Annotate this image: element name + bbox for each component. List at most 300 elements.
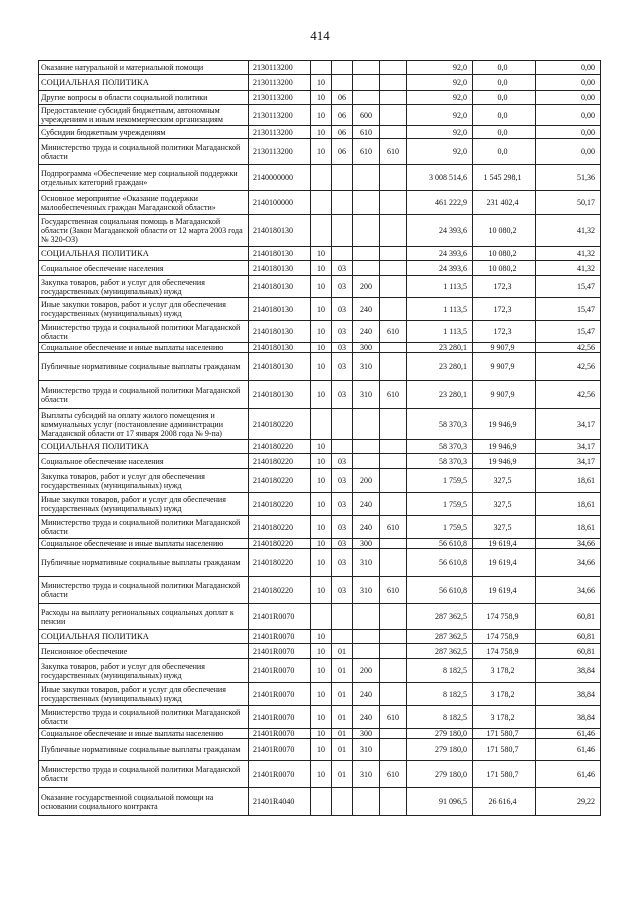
row-subsection-cell: [332, 191, 353, 215]
row-subsection-cell: [332, 215, 353, 247]
row-planned-amount-cell: 287 362,5: [407, 644, 473, 659]
row-expense-type-cell: 200: [353, 659, 380, 683]
row-subsection-cell: 03: [332, 454, 353, 469]
row-expense-type-cell: 200: [353, 276, 380, 298]
row-expense-type-cell: [353, 191, 380, 215]
row-ministry-code-cell: [380, 126, 407, 139]
row-executed-amount-cell: 3 178,2: [473, 706, 536, 729]
row-percent-cell: 15,47: [536, 321, 601, 343]
row-name-cell: Публичные нормативные социальные выплаты гражданам: [39, 739, 249, 761]
row-planned-amount-cell: 8 182,5: [407, 706, 473, 729]
row-planned-amount-cell: 1 113,5: [407, 321, 473, 343]
table-row: [39, 165, 601, 191]
row-executed-amount-cell: 172,3: [473, 321, 536, 343]
row-name-cell: Министерство труда и социальной политики Магаданской области: [39, 577, 249, 604]
row-percent-cell: 51,36: [536, 165, 601, 191]
row-subsection-cell: 03: [332, 381, 353, 409]
row-executed-amount-cell: 1 545 298,1: [473, 165, 536, 191]
row-subsection-cell: [332, 61, 353, 75]
row-name-cell: СОЦИАЛЬНАЯ ПОЛИТИКА: [39, 75, 249, 91]
row-ministry-code-cell: [380, 729, 407, 739]
row-planned-amount-cell: 92,0: [407, 61, 473, 75]
row-expense-type-cell: 310: [353, 577, 380, 604]
row-ministry-code-cell: 610: [380, 321, 407, 343]
row-percent-cell: 38,84: [536, 683, 601, 706]
table-row: [39, 353, 601, 381]
row-percent-cell: 41,32: [536, 261, 601, 276]
row-section-cell: 10: [311, 139, 332, 165]
row-ministry-code-cell: 610: [380, 577, 407, 604]
table-body: [39, 61, 601, 816]
row-expense-type-cell: [353, 61, 380, 75]
row-name-cell: Основное мероприятие «Оказание поддержки малообеспеченных граждан Магаданской области»: [39, 191, 249, 215]
row-planned-amount-cell: 92,0: [407, 75, 473, 91]
row-code-cell: 2140180220: [249, 577, 311, 604]
row-expense-type-cell: 240: [353, 298, 380, 321]
row-planned-amount-cell: 287 362,5: [407, 630, 473, 644]
row-ministry-code-cell: 610: [380, 516, 407, 539]
row-code-cell: 21401R0070: [249, 659, 311, 683]
row-code-cell: 2140000000: [249, 165, 311, 191]
row-executed-amount-cell: 171 580,7: [473, 729, 536, 739]
row-section-cell: 10: [311, 549, 332, 577]
row-code-cell: 21401R0070: [249, 683, 311, 706]
row-subsection-cell: 03: [332, 549, 353, 577]
row-planned-amount-cell: 58 370,3: [407, 454, 473, 469]
row-ministry-code-cell: [380, 261, 407, 276]
row-code-cell: 2130113200: [249, 75, 311, 91]
row-code-cell: 2140180130: [249, 321, 311, 343]
row-executed-amount-cell: 10 080,2: [473, 247, 536, 261]
row-ministry-code-cell: [380, 75, 407, 91]
row-name-cell: Закупка товаров, работ и услуг для обеспечения государственных (муниципальных) нужд: [39, 469, 249, 493]
row-percent-cell: 61,46: [536, 761, 601, 788]
table-row: [39, 61, 601, 75]
row-percent-cell: 61,46: [536, 739, 601, 761]
row-subsection-cell: 03: [332, 353, 353, 381]
row-percent-cell: 15,47: [536, 298, 601, 321]
table-row: [39, 105, 601, 126]
table-row: [39, 739, 601, 761]
row-percent-cell: 18,61: [536, 493, 601, 516]
row-planned-amount-cell: 1 759,5: [407, 516, 473, 539]
row-ministry-code-cell: [380, 683, 407, 706]
row-planned-amount-cell: 287 362,5: [407, 604, 473, 630]
table-row: [39, 761, 601, 788]
row-percent-cell: 42,56: [536, 353, 601, 381]
row-executed-amount-cell: 172,3: [473, 298, 536, 321]
table-row: [39, 75, 601, 91]
row-section-cell: 10: [311, 91, 332, 105]
row-expense-type-cell: 310: [353, 739, 380, 761]
row-expense-type-cell: 300: [353, 343, 380, 353]
row-planned-amount-cell: 1 113,5: [407, 276, 473, 298]
row-planned-amount-cell: 91 096,5: [407, 788, 473, 816]
row-percent-cell: 60,81: [536, 630, 601, 644]
row-percent-cell: 0,00: [536, 126, 601, 139]
row-code-cell: 21401R0070: [249, 630, 311, 644]
row-name-cell: Оказание государственной социальной помощи на основании социального контракта: [39, 788, 249, 816]
row-section-cell: [311, 409, 332, 440]
row-section-cell: 10: [311, 659, 332, 683]
row-code-cell: 21401R4040: [249, 788, 311, 816]
row-code-cell: 2130113200: [249, 126, 311, 139]
row-executed-amount-cell: 10 080,2: [473, 215, 536, 247]
row-section-cell: [311, 215, 332, 247]
row-name-cell: Публичные нормативные социальные выплаты гражданам: [39, 353, 249, 381]
row-expense-type-cell: 310: [353, 353, 380, 381]
row-name-cell: Министерство труда и социальной политики Магаданской области: [39, 516, 249, 539]
row-subsection-cell: 03: [332, 493, 353, 516]
row-executed-amount-cell: 19 946,9: [473, 409, 536, 440]
row-code-cell: 2140180220: [249, 469, 311, 493]
row-name-cell: Иные закупки товаров, работ и услуг для обеспечения государственных (муниципальных) нужд: [39, 493, 249, 516]
row-name-cell: Расходы на выплату региональных социальных доплат к пенсии: [39, 604, 249, 630]
table-row: [39, 276, 601, 298]
row-expense-type-cell: 200: [353, 469, 380, 493]
row-code-cell: 2140100000: [249, 191, 311, 215]
row-percent-cell: 34,66: [536, 577, 601, 604]
row-section-cell: 10: [311, 539, 332, 549]
row-planned-amount-cell: 58 370,3: [407, 409, 473, 440]
row-percent-cell: 42,56: [536, 343, 601, 353]
row-percent-cell: 15,47: [536, 276, 601, 298]
table-row: [39, 91, 601, 105]
row-code-cell: 2140180220: [249, 409, 311, 440]
row-expense-type-cell: [353, 409, 380, 440]
row-ministry-code-cell: [380, 61, 407, 75]
row-section-cell: [311, 191, 332, 215]
row-section-cell: [311, 788, 332, 816]
row-section-cell: 10: [311, 381, 332, 409]
table-row: [39, 644, 601, 659]
row-subsection-cell: 03: [332, 577, 353, 604]
row-section-cell: 10: [311, 577, 332, 604]
row-executed-amount-cell: 0,0: [473, 75, 536, 91]
row-executed-amount-cell: 9 907,9: [473, 381, 536, 409]
row-ministry-code-cell: [380, 298, 407, 321]
row-expense-type-cell: [353, 261, 380, 276]
row-executed-amount-cell: 0,0: [473, 139, 536, 165]
row-ministry-code-cell: [380, 469, 407, 493]
row-name-cell: Министерство труда и социальной политики Магаданской области: [39, 321, 249, 343]
table-row: [39, 247, 601, 261]
row-percent-cell: 34,17: [536, 440, 601, 454]
row-executed-amount-cell: 9 907,9: [473, 353, 536, 381]
row-name-cell: Социальное обеспечение населения: [39, 454, 249, 469]
row-executed-amount-cell: 0,0: [473, 91, 536, 105]
row-subsection-cell: 01: [332, 739, 353, 761]
row-code-cell: 2140180130: [249, 298, 311, 321]
row-name-cell: Предоставление субсидий бюджетным, автономным учреждениям и иным некоммерческим организациям: [39, 105, 249, 126]
row-name-cell: Министерство труда и социальной политики Магаданской области: [39, 761, 249, 788]
table-row: [39, 659, 601, 683]
row-planned-amount-cell: 8 182,5: [407, 659, 473, 683]
row-expense-type-cell: 300: [353, 729, 380, 739]
row-planned-amount-cell: 1 759,5: [407, 493, 473, 516]
row-expense-type-cell: 600: [353, 105, 380, 126]
budget-table: [38, 60, 601, 816]
table-row: [39, 215, 601, 247]
table-row: [39, 139, 601, 165]
row-expense-type-cell: [353, 644, 380, 659]
row-subsection-cell: 03: [332, 343, 353, 353]
row-name-cell: СОЦИАЛЬНАЯ ПОЛИТИКА: [39, 247, 249, 261]
table-row: [39, 577, 601, 604]
row-ministry-code-cell: [380, 644, 407, 659]
table-row: [39, 321, 601, 343]
row-ministry-code-cell: [380, 659, 407, 683]
row-ministry-code-cell: [380, 409, 407, 440]
row-code-cell: 2140180130: [249, 343, 311, 353]
table-row: [39, 469, 601, 493]
row-name-cell: Выплаты субсидий на оплату жилого помещения и коммунальных услуг (постановление администрации Магаданской области от 17 января 2008 года № 9-па): [39, 409, 249, 440]
row-subsection-cell: 01: [332, 683, 353, 706]
row-section-cell: 10: [311, 761, 332, 788]
row-planned-amount-cell: 24 393,6: [407, 215, 473, 247]
row-executed-amount-cell: 0,0: [473, 126, 536, 139]
row-planned-amount-cell: 461 222,9: [407, 191, 473, 215]
row-section-cell: [311, 61, 332, 75]
row-code-cell: 2130113200: [249, 105, 311, 126]
row-expense-type-cell: 240: [353, 706, 380, 729]
row-percent-cell: 0,00: [536, 105, 601, 126]
row-name-cell: Подпрограмма «Обеспечение мер социальной поддержки отдельных категорий граждан»: [39, 165, 249, 191]
row-planned-amount-cell: 8 182,5: [407, 683, 473, 706]
row-name-cell: Иные закупки товаров, работ и услуг для обеспечения государственных (муниципальных) нужд: [39, 683, 249, 706]
row-name-cell: Пенсионное обеспечение: [39, 644, 249, 659]
row-executed-amount-cell: 231 402,4: [473, 191, 536, 215]
row-executed-amount-cell: 9 907,9: [473, 343, 536, 353]
row-ministry-code-cell: [380, 788, 407, 816]
row-code-cell: 2140180220: [249, 493, 311, 516]
row-section-cell: 10: [311, 469, 332, 493]
table-row: [39, 298, 601, 321]
row-executed-amount-cell: 19 619,4: [473, 539, 536, 549]
row-name-cell: Субсидии бюджетным учреждениям: [39, 126, 249, 139]
row-ministry-code-cell: [380, 454, 407, 469]
row-code-cell: 21401R0070: [249, 644, 311, 659]
row-executed-amount-cell: 19 946,9: [473, 454, 536, 469]
row-section-cell: 10: [311, 516, 332, 539]
row-planned-amount-cell: 279 180,0: [407, 729, 473, 739]
row-ministry-code-cell: 610: [380, 381, 407, 409]
row-executed-amount-cell: 26 616,4: [473, 788, 536, 816]
row-executed-amount-cell: 10 080,2: [473, 261, 536, 276]
row-code-cell: 21401R0070: [249, 739, 311, 761]
row-percent-cell: 29,22: [536, 788, 601, 816]
table-row: [39, 539, 601, 549]
table-row: [39, 454, 601, 469]
row-percent-cell: 0,00: [536, 61, 601, 75]
row-ministry-code-cell: 610: [380, 706, 407, 729]
row-name-cell: Публичные нормативные социальные выплаты гражданам: [39, 549, 249, 577]
row-executed-amount-cell: 3 178,2: [473, 659, 536, 683]
row-name-cell: Иные закупки товаров, работ и услуг для обеспечения государственных (муниципальных) нужд: [39, 298, 249, 321]
row-percent-cell: 60,81: [536, 604, 601, 630]
row-section-cell: 10: [311, 729, 332, 739]
row-code-cell: 2140180130: [249, 215, 311, 247]
table-row: [39, 706, 601, 729]
row-subsection-cell: 03: [332, 321, 353, 343]
row-expense-type-cell: [353, 440, 380, 454]
row-subsection-cell: 01: [332, 761, 353, 788]
row-name-cell: Другие вопросы в области социальной политики: [39, 91, 249, 105]
row-code-cell: 2130113200: [249, 139, 311, 165]
row-planned-amount-cell: 24 393,6: [407, 247, 473, 261]
row-percent-cell: 50,17: [536, 191, 601, 215]
row-name-cell: Министерство труда и социальной политики Магаданской области: [39, 139, 249, 165]
row-ministry-code-cell: [380, 630, 407, 644]
row-planned-amount-cell: 279 180,0: [407, 739, 473, 761]
row-percent-cell: 38,84: [536, 659, 601, 683]
row-expense-type-cell: 300: [353, 539, 380, 549]
row-code-cell: 2140180130: [249, 261, 311, 276]
row-section-cell: 10: [311, 126, 332, 139]
row-name-cell: СОЦИАЛЬНАЯ ПОЛИТИКА: [39, 440, 249, 454]
row-subsection-cell: 01: [332, 729, 353, 739]
row-section-cell: 10: [311, 454, 332, 469]
row-name-cell: Министерство труда и социальной политики Магаданской области: [39, 706, 249, 729]
row-section-cell: 10: [311, 644, 332, 659]
row-code-cell: 2140180130: [249, 276, 311, 298]
row-section-cell: 10: [311, 261, 332, 276]
table-row: [39, 409, 601, 440]
row-expense-type-cell: 310: [353, 549, 380, 577]
row-planned-amount-cell: 279 180,0: [407, 761, 473, 788]
row-percent-cell: 38,84: [536, 706, 601, 729]
row-executed-amount-cell: 327,5: [473, 493, 536, 516]
row-executed-amount-cell: 3 178,2: [473, 683, 536, 706]
row-ministry-code-cell: [380, 105, 407, 126]
row-ministry-code-cell: [380, 739, 407, 761]
row-percent-cell: 61,46: [536, 729, 601, 739]
row-name-cell: Социальное обеспечение и иные выплаты населению: [39, 343, 249, 353]
row-percent-cell: 34,66: [536, 539, 601, 549]
table-row: [39, 604, 601, 630]
row-ministry-code-cell: [380, 91, 407, 105]
row-code-cell: 2140180130: [249, 247, 311, 261]
row-name-cell: Закупка товаров, работ и услуг для обеспечения государственных (муниципальных) нужд: [39, 276, 249, 298]
row-ministry-code-cell: [380, 440, 407, 454]
row-subsection-cell: 06: [332, 126, 353, 139]
row-code-cell: 2130113200: [249, 61, 311, 75]
row-executed-amount-cell: 171 580,7: [473, 761, 536, 788]
row-code-cell: 2140180220: [249, 549, 311, 577]
row-subsection-cell: [332, 440, 353, 454]
row-percent-cell: 41,32: [536, 247, 601, 261]
row-section-cell: 10: [311, 353, 332, 381]
row-section-cell: 10: [311, 105, 332, 126]
row-expense-type-cell: 240: [353, 493, 380, 516]
row-ministry-code-cell: [380, 539, 407, 549]
row-executed-amount-cell: 19 619,4: [473, 577, 536, 604]
row-ministry-code-cell: [380, 215, 407, 247]
row-name-cell: Социальное обеспечение и иные выплаты населению: [39, 539, 249, 549]
row-subsection-cell: 01: [332, 706, 353, 729]
row-expense-type-cell: 610: [353, 139, 380, 165]
row-planned-amount-cell: 56 610,8: [407, 549, 473, 577]
row-ministry-code-cell: [380, 343, 407, 353]
row-name-cell: Государственная социальная помощь в Магаданской области (Закон Магаданской области от 12 марта 2003 года № 320-ОЗ): [39, 215, 249, 247]
row-percent-cell: 41,32: [536, 215, 601, 247]
row-planned-amount-cell: 24 393,6: [407, 261, 473, 276]
row-name-cell: Министерство труда и социальной политики Магаданской области: [39, 381, 249, 409]
row-expense-type-cell: 610: [353, 126, 380, 139]
row-expense-type-cell: [353, 788, 380, 816]
table-row: [39, 261, 601, 276]
row-ministry-code-cell: [380, 276, 407, 298]
row-expense-type-cell: 240: [353, 683, 380, 706]
row-section-cell: 10: [311, 321, 332, 343]
row-code-cell: 21401R0070: [249, 761, 311, 788]
row-subsection-cell: [332, 247, 353, 261]
row-percent-cell: 34,17: [536, 409, 601, 440]
row-percent-cell: 34,66: [536, 549, 601, 577]
row-section-cell: 10: [311, 276, 332, 298]
row-subsection-cell: 03: [332, 516, 353, 539]
row-subsection-cell: [332, 165, 353, 191]
row-planned-amount-cell: 92,0: [407, 91, 473, 105]
row-expense-type-cell: [353, 630, 380, 644]
row-executed-amount-cell: 174 758,9: [473, 630, 536, 644]
row-percent-cell: 18,61: [536, 469, 601, 493]
row-ministry-code-cell: [380, 604, 407, 630]
row-code-cell: 2130113200: [249, 91, 311, 105]
row-subsection-cell: 01: [332, 644, 353, 659]
row-subsection-cell: [332, 604, 353, 630]
row-expense-type-cell: [353, 247, 380, 261]
row-executed-amount-cell: 171 580,7: [473, 739, 536, 761]
row-subsection-cell: 03: [332, 539, 353, 549]
row-subsection-cell: 06: [332, 105, 353, 126]
row-section-cell: 10: [311, 75, 332, 91]
row-subsection-cell: 03: [332, 276, 353, 298]
row-executed-amount-cell: 327,5: [473, 516, 536, 539]
row-ministry-code-cell: [380, 549, 407, 577]
table-row: [39, 493, 601, 516]
table-row: [39, 516, 601, 539]
table-row: [39, 729, 601, 739]
row-percent-cell: 0,00: [536, 139, 601, 165]
row-ministry-code-cell: [380, 353, 407, 381]
row-section-cell: 10: [311, 247, 332, 261]
row-ministry-code-cell: [380, 165, 407, 191]
row-executed-amount-cell: 0,0: [473, 105, 536, 126]
row-percent-cell: 0,00: [536, 91, 601, 105]
row-expense-type-cell: 310: [353, 381, 380, 409]
row-executed-amount-cell: 0,0: [473, 61, 536, 75]
row-planned-amount-cell: 1 113,5: [407, 298, 473, 321]
row-code-cell: 2140180130: [249, 353, 311, 381]
row-percent-cell: 0,00: [536, 75, 601, 91]
row-planned-amount-cell: 92,0: [407, 139, 473, 165]
row-section-cell: 10: [311, 739, 332, 761]
row-percent-cell: 34,17: [536, 454, 601, 469]
row-expense-type-cell: [353, 75, 380, 91]
table-row: [39, 440, 601, 454]
row-name-cell: СОЦИАЛЬНАЯ ПОЛИТИКА: [39, 630, 249, 644]
row-code-cell: 21401R0070: [249, 604, 311, 630]
row-name-cell: Оказание натуральной и материальной помощи: [39, 61, 249, 75]
row-code-cell: 2140180130: [249, 381, 311, 409]
row-expense-type-cell: [353, 604, 380, 630]
row-section-cell: 10: [311, 706, 332, 729]
row-expense-type-cell: [353, 91, 380, 105]
row-section-cell: [311, 165, 332, 191]
row-subsection-cell: 03: [332, 298, 353, 321]
row-code-cell: 21401R0070: [249, 729, 311, 739]
